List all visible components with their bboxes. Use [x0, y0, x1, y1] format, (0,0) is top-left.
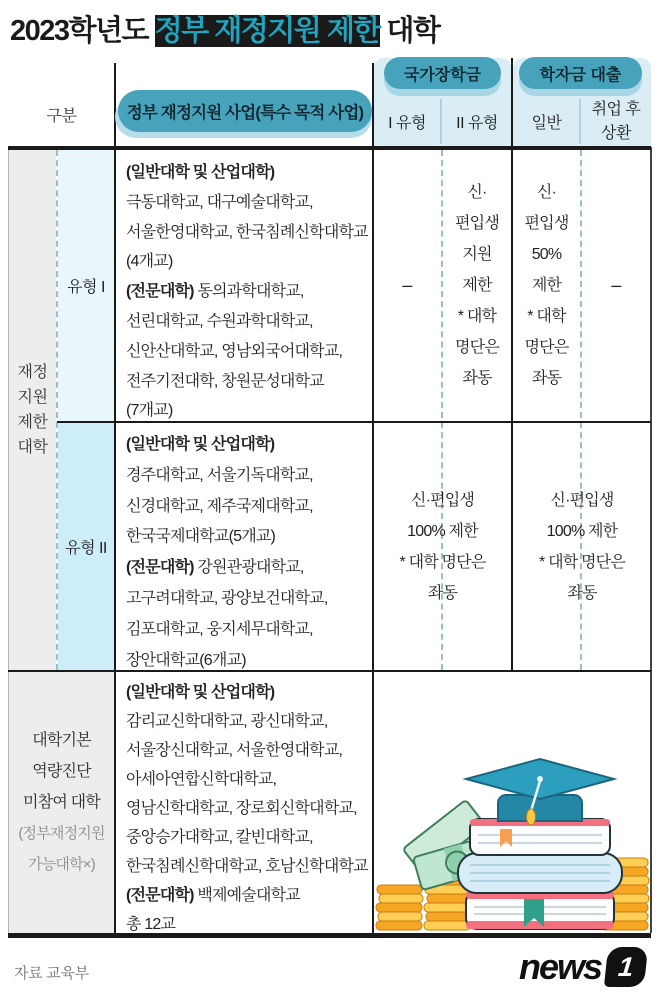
type2-row-label: 유형 II: [65, 540, 107, 557]
list-line: (일반대학 및 산업대학): [126, 684, 275, 701]
list-line: 한국침례신학대학교, 호남신학대학교: [126, 858, 368, 875]
loan-pill: 학자금 대출: [519, 57, 642, 89]
list-line: (4개교): [126, 253, 173, 271]
list-line: 한국국제대학교(5개교): [126, 528, 276, 546]
news1-logo-text: news: [518, 946, 601, 987]
row3-label-subline: 가능대학×): [28, 856, 95, 873]
subheader-type2: II 유형: [456, 115, 498, 132]
list-line: 서울한영대학교, 한국침례신학대학교: [126, 223, 368, 241]
list-line: 고구려대학교, 광양보건대학교,: [126, 589, 328, 607]
list-line: (전문대학) 백제예술대학교: [126, 887, 300, 904]
list-line: 극동대학교, 대구예술대학교,: [126, 193, 313, 211]
list-line: 김포대학교, 웅지세무대학교,: [126, 620, 313, 638]
title-highlight: 정부 재정지원 제한: [154, 15, 380, 47]
gubun-header: 구분: [46, 108, 77, 125]
row3-label: [9, 672, 114, 933]
list-line: 장안대학교(6개교): [126, 651, 246, 669]
list-line: 영남신학대학교, 장로회신학대학교,: [126, 800, 357, 817]
graduation-cap-icon: [466, 759, 614, 825]
subheader-icl-line1: 취업 후: [591, 100, 641, 118]
subheader-general: 일반: [531, 115, 562, 132]
row1-type2-cell: 신· 편입생 지원 제한 * 대학 명단은 좌동: [455, 184, 499, 387]
program-pill: 정부 재정지원 사업(특수 목적 사업): [118, 90, 372, 132]
list-line: (일반대학 및 산업대학): [126, 164, 275, 181]
row1-general-cell: 신· 편입생 50% 제한 * 대학 명단은 좌동: [524, 184, 569, 387]
row3-label-subline: (정부재정지원: [18, 825, 105, 842]
list-line: 서울장신대학교, 서울한영대학교,: [126, 742, 343, 759]
list-line: 감리교신학대학교, 광신대학교,: [126, 713, 328, 730]
row1-icl-cell: –: [611, 275, 621, 295]
list-line: 아세아연합신학대학교,: [126, 771, 277, 788]
row1-type1-cell: –: [402, 275, 412, 295]
list-line: (7개교): [126, 402, 173, 420]
row1-university-list: [126, 158, 368, 426]
title-prefix: 2023학년도: [10, 15, 155, 47]
news1-logo-badge: 1: [604, 947, 648, 987]
books-icon: [458, 819, 622, 929]
list-line: 전주기전대학, 창원문성대학교: [126, 372, 324, 390]
news1-logo: [519, 946, 646, 988]
list-line: 경주대학교, 서울기독대학교,: [126, 466, 313, 484]
list-line: (전문대학) 동의과학대학교,: [126, 283, 304, 301]
row3-university-list: [126, 678, 368, 939]
list-line: 중앙승가대학교, 칼빈대학교,: [126, 829, 313, 846]
restricted-group-label: [9, 360, 56, 460]
row2-scholarship-cell: 신·편입생 100% 제한 * 대학 명단은 좌동: [399, 491, 486, 602]
group-label-line: 대학: [17, 439, 48, 456]
page-title: [10, 8, 439, 49]
education-funding-illustration: [374, 757, 651, 933]
subheader-type1: I 유형: [388, 115, 426, 132]
scholarship-pill: 국가장학금: [384, 57, 501, 89]
row2-loan-cell: 신·편입생 100% 제한 * 대학 명단은 좌동: [539, 491, 625, 602]
row3-label-line: 대학기본: [32, 732, 91, 749]
title-suffix: 대학: [379, 15, 440, 47]
group-label-line: 지원: [17, 389, 48, 406]
group-label-line: 제한: [17, 414, 48, 431]
row2-university-list: [126, 430, 327, 676]
group-label-line: 재정: [17, 364, 48, 381]
source-credit: 자료 교육부: [14, 965, 89, 982]
list-line: 신경대학교, 제주국제대학교,: [126, 497, 313, 515]
row3-label-line: 역량진단: [32, 763, 91, 780]
row3-label-line: 미참여 대학: [23, 794, 100, 811]
list-line: 신안산대학교, 영남외국어대학교,: [126, 342, 343, 360]
divider-gubun-content: [114, 63, 116, 933]
list-line: 선린대학교, 수원과학대학교,: [126, 312, 313, 330]
subheader-icl: [581, 94, 651, 149]
list-line: (일반대학 및 산업대학): [126, 436, 275, 453]
subheader-icl-line2: 상환: [601, 124, 631, 142]
list-line: 총 12교: [126, 916, 176, 933]
type1-row-label: 유형 I: [67, 279, 105, 296]
list-line: (전문대학) 강원관광대학교,: [126, 559, 304, 577]
